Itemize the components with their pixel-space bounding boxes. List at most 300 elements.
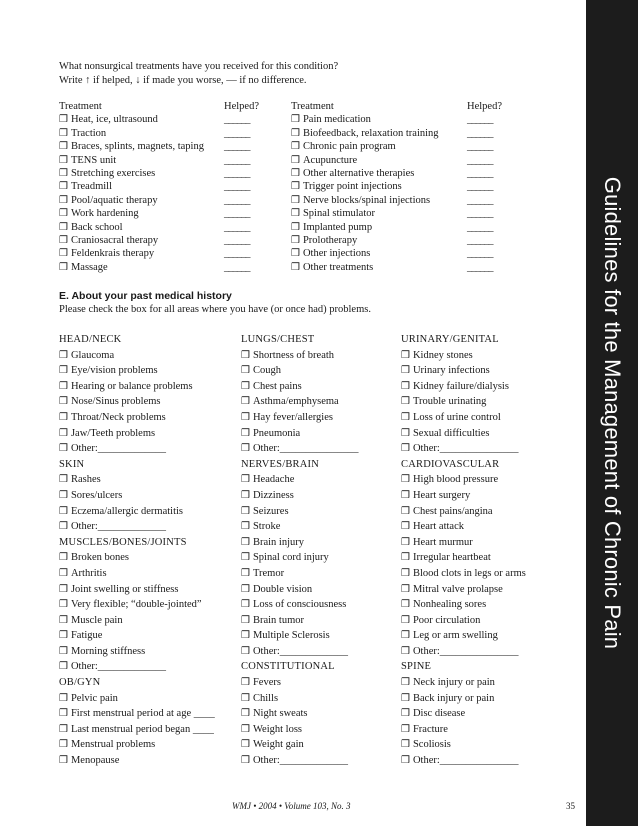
history-item-label: Hearing or balance problems: [70, 380, 193, 392]
treatment-item: [59, 140, 224, 153]
history-item: [401, 582, 526, 598]
treatment-label: Pool/aquatic therapy: [70, 194, 158, 206]
helped-blank[interactable]: ______: [224, 208, 250, 220]
history-item: [59, 613, 215, 629]
treatment-item: [291, 140, 467, 153]
category-heading: LUNGS/CHEST: [241, 334, 315, 345]
checkbox[interactable]: ❒: [401, 365, 410, 377]
treatment-label: Acupuncture: [302, 154, 358, 166]
intro: [59, 60, 338, 88]
history-item: [401, 348, 526, 364]
treatment-item: [59, 113, 224, 126]
history-item: [241, 675, 359, 691]
checkbox[interactable]: ❒: [291, 141, 300, 153]
history-item: [241, 441, 359, 457]
history-item-label: Chills: [252, 692, 279, 704]
history-item-label: Heart attack: [412, 521, 464, 533]
history-item-label: Joint swelling or stiffness: [70, 583, 179, 595]
history-item: [401, 706, 526, 722]
checkbox[interactable]: ❒: [241, 692, 250, 704]
checkbox[interactable]: ❒: [401, 474, 410, 486]
treatment-item: [291, 154, 467, 167]
history-column-2: [241, 332, 359, 769]
history-item: [241, 737, 359, 753]
treatment-label: Craniosacral therapy: [70, 235, 159, 247]
checkbox[interactable]: ❒: [241, 708, 250, 720]
treatment-row: [59, 247, 259, 260]
treatment-label: Nerve blocks/spinal injections: [302, 194, 431, 206]
checkbox[interactable]: ❒: [291, 235, 300, 247]
history-item: [59, 753, 215, 769]
checkbox[interactable]: ❒: [401, 677, 410, 689]
checkbox[interactable]: ❒: [401, 443, 410, 455]
history-item: [241, 394, 359, 410]
history-item: [401, 613, 526, 629]
history-item: [401, 737, 526, 753]
checkbox[interactable]: ❒: [241, 583, 250, 595]
treatment-label: Work hardening: [70, 208, 139, 220]
history-item: [401, 410, 526, 426]
footer-citation: WMJ • 2004 • Volume 103, No. 3: [232, 801, 351, 811]
checkbox[interactable]: ❒: [401, 552, 410, 564]
history-item: [59, 472, 215, 488]
checkbox[interactable]: ❒: [59, 168, 68, 180]
history-item: [241, 379, 359, 395]
treatment-label: Spinal stimulator: [302, 208, 376, 220]
history-item: [59, 394, 215, 410]
history-item: [241, 410, 359, 426]
checkbox[interactable]: ❒: [291, 208, 300, 220]
checkbox[interactable]: ❒: [241, 739, 250, 751]
helped-blank[interactable]: ______: [224, 168, 250, 180]
history-item: [241, 550, 359, 566]
checkbox[interactable]: ❒: [241, 521, 250, 533]
treatment-column-label: Treatment: [291, 101, 334, 112]
helped-blank[interactable]: ______: [467, 208, 493, 220]
history-item: [241, 426, 359, 442]
checkbox[interactable]: ❒: [59, 723, 68, 735]
history-item-label: Nonhealing sores: [412, 599, 487, 611]
history-item-label: Heart surgery: [412, 489, 471, 501]
history-item-label: Spinal cord injury: [252, 552, 329, 564]
history-item: [59, 628, 215, 644]
history-item-label: Arthritis: [70, 567, 107, 579]
checkbox[interactable]: ❒: [401, 645, 410, 657]
helped-blank[interactable]: ______: [224, 235, 250, 247]
history-item: [401, 472, 526, 488]
helped-blank[interactable]: ______: [467, 114, 493, 126]
checkbox[interactable]: ❒: [291, 221, 300, 233]
checkbox[interactable]: ❒: [401, 521, 410, 533]
history-item-label: Weight loss: [252, 723, 302, 735]
intro-question: What nonsurgical treatments have you received for this condition?: [59, 61, 339, 72]
treatment-item: [59, 207, 224, 220]
history-item: [241, 582, 359, 598]
checkbox[interactable]: ❒: [241, 396, 250, 408]
treatment-row: [291, 140, 502, 153]
treatment-item: [291, 261, 467, 274]
checkbox[interactable]: ❒: [401, 583, 410, 595]
checkbox[interactable]: ❒: [401, 489, 410, 501]
checkbox[interactable]: ❒: [241, 599, 250, 611]
history-item-label: Broken bones: [70, 552, 130, 564]
treatment-row: [59, 127, 259, 140]
checkbox[interactable]: ❒: [59, 489, 68, 501]
helped-blank[interactable]: ______: [467, 194, 493, 206]
checkbox[interactable]: ❒: [59, 645, 68, 657]
checkbox[interactable]: ❒: [401, 614, 410, 626]
history-item-label: Heart murmur: [412, 536, 473, 548]
history-item-label: Jaw/Teeth problems: [70, 427, 156, 439]
history-item: [401, 566, 526, 582]
history-item-label: Eye/vision problems: [70, 365, 158, 377]
checkbox[interactable]: ❒: [59, 365, 68, 377]
treatment-item: [59, 127, 224, 140]
history-item: [59, 504, 215, 520]
history-item-label: Back injury or pain: [412, 692, 495, 704]
history-item-label: Shortness of breath: [252, 349, 335, 361]
checkbox[interactable]: ❒: [401, 396, 410, 408]
treatment-row: [291, 234, 502, 247]
history-item: [401, 644, 526, 660]
checkbox[interactable]: ❒: [59, 692, 68, 704]
treatment-row: [291, 113, 502, 126]
checkbox[interactable]: ❒: [59, 614, 68, 626]
checkbox[interactable]: ❒: [59, 755, 68, 767]
treatment-item: [291, 247, 467, 260]
history-item: [59, 566, 215, 582]
checkbox[interactable]: ❒: [59, 380, 68, 392]
history-item-label: Rashes: [70, 474, 101, 486]
history-item: [401, 628, 526, 644]
treatment-label: Massage: [70, 261, 108, 273]
checkbox[interactable]: ❒: [401, 739, 410, 751]
checkbox[interactable]: ❒: [401, 630, 410, 642]
helped-blank[interactable]: ______: [467, 154, 493, 166]
treatment-label: Chronic pain program: [302, 141, 396, 153]
history-item-label: Blood clots in legs or arms: [412, 567, 526, 579]
history-item-label: Chest pains: [252, 380, 302, 392]
helped-blank[interactable]: ______: [467, 248, 493, 260]
history-item-label: Nose/Sinus problems: [70, 396, 161, 408]
history-item: [401, 488, 526, 504]
checkbox[interactable]: ❒: [291, 248, 300, 260]
history-item: [241, 348, 359, 364]
checkbox[interactable]: ❒: [59, 396, 68, 408]
category-heading: URINARY/GENITAL: [401, 334, 499, 345]
checkbox[interactable]: ❒: [401, 599, 410, 611]
history-item-label: High blood pressure: [412, 474, 499, 486]
history-item: [59, 737, 215, 753]
sidebar-title: Guidelines for the Management of Chronic Pain: [600, 176, 625, 650]
treatment-row: [291, 247, 502, 260]
checkbox[interactable]: ❒: [401, 349, 410, 361]
checkbox[interactable]: ❒: [241, 723, 250, 735]
history-item: [59, 644, 215, 660]
checkbox[interactable]: ❒: [291, 168, 300, 180]
category-heading: OB/GYN: [59, 677, 101, 689]
checkbox[interactable]: ❒: [59, 708, 68, 720]
treatment-row: [291, 221, 502, 234]
helped-blank[interactable]: ______: [467, 261, 493, 273]
checkbox[interactable]: ❒: [59, 181, 68, 193]
category-heading: SKIN: [59, 458, 85, 470]
treatment-label: Stretching exercises: [70, 168, 156, 180]
checkbox[interactable]: ❒: [241, 536, 250, 548]
checkbox[interactable]: ❒: [291, 261, 300, 273]
history-item-label: Fevers: [252, 677, 281, 689]
history-item-label: Seizures: [252, 505, 289, 517]
checkbox[interactable]: ❒: [59, 505, 68, 517]
checkbox[interactable]: ❒: [241, 567, 250, 579]
checkbox[interactable]: ❒: [59, 349, 68, 361]
history-item: [241, 706, 359, 722]
treatment-column-label: Treatment: [59, 101, 102, 112]
checkbox[interactable]: ❒: [59, 235, 68, 247]
history-item-label: Pneumonia: [252, 427, 301, 439]
history-item: [401, 535, 526, 551]
checkbox[interactable]: ❒: [241, 380, 250, 392]
checkbox[interactable]: ❒: [59, 583, 68, 595]
checkbox[interactable]: ❒: [241, 614, 250, 626]
checkbox[interactable]: ❒: [241, 755, 250, 767]
history-item-label: Loss of consciousness: [252, 599, 347, 611]
treatment-item: [291, 221, 467, 234]
history-item-label: Night sweats: [252, 708, 308, 720]
helped-blank[interactable]: ______: [224, 154, 250, 166]
history-item: [59, 363, 215, 379]
history-item-label: Kidney failure/dialysis: [412, 380, 509, 392]
treatment-label: Braces, splints, magnets, taping: [70, 141, 204, 153]
category-heading: SPINE: [401, 661, 432, 673]
checkbox[interactable]: ❒: [291, 114, 300, 126]
treatment-item: [59, 194, 224, 207]
checkbox[interactable]: ❒: [241, 505, 250, 517]
history-column-3: [401, 332, 526, 769]
treatment-row: [291, 127, 502, 140]
checkbox[interactable]: ❒: [241, 427, 250, 439]
helped-blank[interactable]: ______: [224, 141, 250, 153]
treatment-label: Implanted pump: [302, 221, 373, 233]
history-item-label: Morning stiffness: [70, 645, 146, 657]
history-item: [59, 722, 215, 738]
treatment-row: [59, 194, 259, 207]
checkbox[interactable]: ❒: [401, 692, 410, 704]
treatment-header: [291, 100, 502, 113]
treatment-item: [291, 207, 467, 220]
page-number: 35: [566, 801, 575, 811]
history-item: [241, 691, 359, 707]
history-item-label: First menstrual period at age ____: [70, 708, 215, 720]
checkbox[interactable]: ❒: [59, 739, 68, 751]
helped-blank[interactable]: ______: [224, 248, 250, 260]
treatment-list-right: [291, 100, 502, 274]
checkbox[interactable]: ❒: [401, 536, 410, 548]
checkbox[interactable]: ❒: [401, 567, 410, 579]
checkbox[interactable]: ❒: [59, 208, 68, 220]
checkbox[interactable]: ❒: [241, 552, 250, 564]
checkbox[interactable]: ❒: [59, 127, 68, 139]
checkbox[interactable]: ❒: [59, 599, 68, 611]
history-item: [401, 519, 526, 535]
history-item-label: Double vision: [252, 583, 313, 595]
section-title: E. About your past medical history: [59, 290, 232, 302]
history-item-label: Dizziness: [252, 489, 294, 501]
checkbox[interactable]: ❒: [59, 141, 68, 153]
checkbox[interactable]: ❒: [401, 723, 410, 735]
history-item-label: Last menstrual period began ____: [70, 723, 214, 735]
treatment-row: [59, 221, 259, 234]
history-item: [59, 597, 215, 613]
history-item: [401, 597, 526, 613]
checkbox[interactable]: ❒: [241, 645, 250, 657]
treatment-label: Other treatments: [302, 261, 374, 273]
checkbox[interactable]: ❒: [241, 677, 250, 689]
checkbox[interactable]: ❒: [59, 521, 68, 533]
checkbox[interactable]: ❒: [291, 194, 300, 206]
treatment-header: [59, 100, 259, 113]
helped-blank[interactable]: ______: [467, 181, 493, 193]
history-item: [241, 628, 359, 644]
checkbox[interactable]: ❒: [59, 114, 68, 126]
checkbox[interactable]: ❒: [241, 489, 250, 501]
helped-blank[interactable]: ______: [467, 141, 493, 153]
treatment-row: [291, 154, 502, 167]
checkbox[interactable]: ❒: [241, 349, 250, 361]
history-item: [401, 550, 526, 566]
treatment-item: [59, 154, 224, 167]
history-item: [401, 675, 526, 691]
history-item-label: Throat/Neck problems: [70, 411, 166, 423]
checkbox[interactable]: ❒: [59, 427, 68, 439]
history-item: [241, 613, 359, 629]
checkbox[interactable]: ❒: [291, 127, 300, 139]
checkbox[interactable]: ❒: [59, 248, 68, 260]
helped-blank[interactable]: ______: [467, 221, 493, 233]
history-item-label: Urinary infections: [412, 365, 490, 377]
history-item: [241, 519, 359, 535]
checkbox[interactable]: ❒: [241, 443, 250, 455]
checkbox[interactable]: ❒: [401, 505, 410, 517]
helped-blank[interactable]: ______: [467, 235, 493, 247]
history-item-label: Scoliosis: [412, 739, 451, 751]
checkbox[interactable]: ❒: [291, 181, 300, 193]
history-item-label: Sores/ulcers: [70, 489, 123, 501]
checkbox[interactable]: ❒: [401, 708, 410, 720]
checkbox[interactable]: ❒: [241, 365, 250, 377]
treatment-label: Feldenkrais therapy: [70, 248, 155, 260]
history-item: [241, 566, 359, 582]
history-item: [401, 394, 526, 410]
history-item-label: Tremor: [252, 567, 285, 579]
history-item-label: Other:_____________: [70, 443, 167, 455]
treatment-row: [59, 140, 259, 153]
checkbox[interactable]: ❒: [401, 380, 410, 392]
helped-blank[interactable]: ______: [224, 221, 250, 233]
helped-blank[interactable]: ______: [467, 127, 493, 139]
history-item: [59, 410, 215, 426]
history-item-label: Headache: [252, 474, 295, 486]
checkbox[interactable]: ❒: [241, 630, 250, 642]
history-item-label: Brain injury: [252, 536, 305, 548]
history-item: [59, 550, 215, 566]
history-item: [59, 379, 215, 395]
history-item: [401, 363, 526, 379]
treatment-item: [291, 180, 467, 193]
checkbox[interactable]: ❒: [59, 261, 68, 273]
history-column-1: [59, 332, 215, 769]
history-item-label: Sexual difficulties: [412, 427, 490, 439]
treatment-item: [59, 180, 224, 193]
history-item: [59, 488, 215, 504]
helped-blank[interactable]: ______: [224, 194, 250, 206]
checkbox[interactable]: ❒: [59, 154, 68, 166]
history-item-label: Stroke: [252, 521, 281, 533]
helped-blank[interactable]: ______: [224, 114, 250, 126]
treatment-label: Other injections: [302, 248, 371, 260]
treatment-row: [291, 167, 502, 180]
checkbox[interactable]: ❒: [59, 411, 68, 423]
treatment-row: [291, 207, 502, 220]
checkbox[interactable]: ❒: [59, 194, 68, 206]
helped-blank[interactable]: ______: [224, 181, 250, 193]
history-item: [241, 535, 359, 551]
history-item-label: Neck injury or pain: [412, 677, 495, 689]
treatment-label: Trigger point injections: [302, 181, 402, 193]
treatment-label: Other alternative therapies: [302, 168, 415, 180]
history-item-label: Trouble urinating: [412, 396, 487, 408]
history-item-label: Eczema/allergic dermatitis: [70, 505, 184, 517]
treatment-row: [59, 154, 259, 167]
category-heading: HEAD/NECK: [59, 334, 122, 345]
history-item: [59, 659, 215, 675]
history-item: [401, 722, 526, 738]
checkbox[interactable]: ❒: [59, 221, 68, 233]
checkbox[interactable]: ❒: [59, 443, 68, 455]
category-heading: NERVES/BRAIN: [241, 458, 319, 470]
helped-blank[interactable]: ______: [224, 127, 250, 139]
helped-column-label: Helped?: [224, 101, 259, 112]
checkbox[interactable]: ❒: [291, 154, 300, 166]
history-item-label: Fatigue: [70, 630, 103, 642]
history-item: [59, 582, 215, 598]
checkbox[interactable]: ❒: [241, 411, 250, 423]
history-item-label: Other:_______________: [412, 645, 519, 657]
checkbox[interactable]: ❒: [59, 567, 68, 579]
checkbox[interactable]: ❒: [59, 552, 68, 564]
history-item-label: Brain tumor: [252, 614, 305, 626]
checkbox[interactable]: ❒: [59, 474, 68, 486]
history-item-label: Pelvic pain: [70, 692, 118, 704]
checkbox[interactable]: ❒: [59, 661, 68, 673]
checkbox[interactable]: ❒: [241, 474, 250, 486]
history-item-label: Other:_______________: [252, 443, 359, 455]
treatment-item: [59, 234, 224, 247]
checkbox[interactable]: ❒: [401, 427, 410, 439]
checkbox[interactable]: ❒: [401, 411, 410, 423]
history-item-label: Other:_____________: [252, 645, 349, 657]
helped-blank[interactable]: ______: [224, 261, 250, 273]
helped-blank[interactable]: ______: [467, 168, 493, 180]
history-item: [59, 519, 215, 535]
history-item-label: Other:_____________: [70, 521, 167, 533]
history-item: [59, 441, 215, 457]
history-item-label: Very flexible; “double-jointed”: [70, 599, 202, 611]
checkbox[interactable]: ❒: [59, 630, 68, 642]
treatment-label: Back school: [70, 221, 123, 233]
checkbox[interactable]: ❒: [401, 755, 410, 767]
treatment-item: [291, 113, 467, 126]
